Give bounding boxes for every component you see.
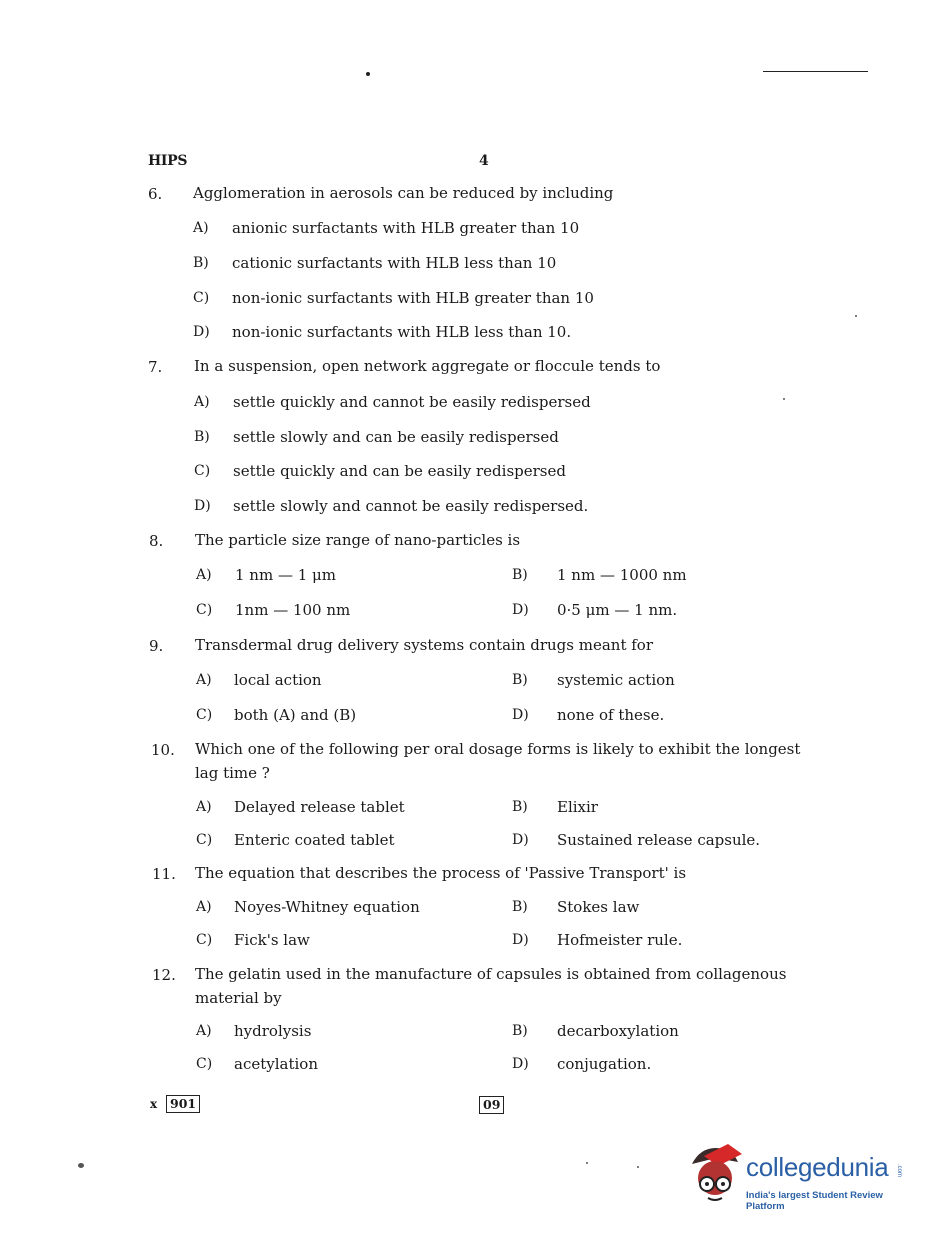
brand-tagline: India's largest Student Review Platform	[746, 1190, 883, 1212]
option-text: 0·5 μm — 1 nm.	[557, 601, 678, 619]
option-text: Fick's law	[234, 931, 310, 949]
option-text: anionic surfactants with HLB greater than 10	[232, 219, 580, 237]
option-letter: A)	[194, 394, 210, 410]
option-letter: C)	[193, 290, 210, 306]
question-number: 8.	[149, 532, 164, 550]
option-letter: B)	[512, 567, 528, 583]
option-text: settle quickly and can be easily redispersed	[233, 462, 566, 480]
option-letter: B)	[194, 429, 210, 445]
option-text: Stokes law	[557, 898, 640, 916]
option-text: acetylation	[234, 1055, 318, 1073]
brand-name: collegedunia	[746, 1152, 889, 1182]
question-number: 11.	[152, 865, 176, 883]
question-number: 6.	[148, 185, 163, 203]
option-text: non-ionic surfactants with HLB less than 10.	[232, 323, 572, 341]
option-letter: B)	[512, 1023, 528, 1039]
option-text: decarboxylation	[557, 1022, 679, 1040]
option-letter: C)	[196, 707, 213, 723]
footer-marker: x	[150, 1097, 158, 1111]
scan-speck	[78, 1163, 84, 1168]
option-text: Delayed release tablet	[234, 798, 405, 816]
option-letter: A)	[196, 799, 212, 815]
option-text: none of these.	[557, 706, 665, 724]
page-number: 4	[479, 153, 489, 169]
option-letter: A)	[196, 1023, 212, 1039]
option-text: settle slowly and cannot be easily redispersed.	[233, 497, 589, 515]
option-text: Elixir	[557, 798, 598, 816]
mascot-logo-icon	[686, 1144, 744, 1208]
option-letter: D)	[512, 1056, 529, 1072]
option-letter: D)	[193, 324, 210, 340]
option-letter: B)	[512, 899, 528, 915]
question-number: 7.	[148, 358, 163, 376]
option-text: settle quickly and cannot be easily redispersed	[233, 393, 591, 411]
scan-speck	[783, 398, 785, 400]
option-letter: D)	[194, 498, 211, 514]
option-text: 1nm — 100 nm	[235, 601, 351, 619]
option-letter: C)	[194, 463, 211, 479]
option-letter: A)	[193, 220, 209, 236]
option-letter: B)	[512, 799, 528, 815]
brand-suffix: .com	[896, 1164, 902, 1178]
scan-speck	[637, 1166, 639, 1168]
scan-dot	[366, 72, 370, 76]
option-text: Sustained release capsule.	[557, 831, 761, 849]
option-text: local action	[234, 671, 322, 689]
sheet-number-box: 09	[479, 1096, 504, 1114]
question-text: The gelatin used in the manufacture of capsules is obtained from collagenous	[195, 965, 787, 983]
option-text: 1 nm — 1 μm	[235, 566, 337, 584]
question-text: Agglomeration in aerosols can be reduced by including	[193, 184, 614, 202]
option-letter: C)	[196, 832, 213, 848]
question-text-continued: material by	[195, 989, 282, 1007]
question-text: Which one of the following per oral dosage forms is likely to exhibit the longest	[195, 740, 801, 758]
series-code-box: 901	[166, 1095, 200, 1113]
option-text: Hofmeister rule.	[557, 931, 683, 949]
question-number: 10.	[151, 741, 175, 759]
question-text: Transdermal drug delivery systems contain drugs meant for	[195, 636, 654, 654]
option-letter: A)	[196, 899, 212, 915]
option-text: Enteric coated tablet	[234, 831, 395, 849]
option-letter: D)	[512, 707, 529, 723]
question-text: In a suspension, open network aggregate or floccule tends to	[194, 357, 661, 375]
question-number: 12.	[152, 966, 176, 984]
option-text: Noyes-Whitney equation	[234, 898, 420, 916]
option-letter: C)	[196, 602, 213, 618]
option-letter: B)	[193, 255, 209, 271]
option-letter: D)	[512, 602, 529, 618]
top-rule	[763, 71, 868, 72]
question-text-continued: lag time ?	[195, 764, 270, 782]
question-number: 9.	[149, 637, 164, 655]
option-letter: C)	[196, 932, 213, 948]
option-letter: A)	[196, 672, 212, 688]
question-text: The equation that describes the process of 'Passive Transport' is	[195, 864, 687, 882]
option-text: conjugation.	[557, 1055, 652, 1073]
paper-code: HIPS	[148, 153, 188, 169]
option-text: settle slowly and can be easily redispersed	[233, 428, 559, 446]
option-letter: B)	[512, 672, 528, 688]
scan-speck	[586, 1162, 588, 1164]
option-text: hydrolysis	[234, 1022, 312, 1040]
option-text: non-ionic surfactants with HLB greater than 10	[232, 289, 594, 307]
collegedunia-watermark	[686, 1142, 916, 1212]
option-text: both (A) and (B)	[234, 706, 357, 724]
scan-speck	[855, 315, 857, 317]
option-letter: D)	[512, 932, 529, 948]
question-text: The particle size range of nano-particles is	[195, 531, 521, 549]
option-letter: C)	[196, 1056, 213, 1072]
option-text: 1 nm — 1000 nm	[557, 566, 687, 584]
option-letter: D)	[512, 832, 529, 848]
option-letter: A)	[196, 567, 212, 583]
option-text: cationic surfactants with HLB less than 10	[232, 254, 557, 272]
option-text: systemic action	[557, 671, 675, 689]
